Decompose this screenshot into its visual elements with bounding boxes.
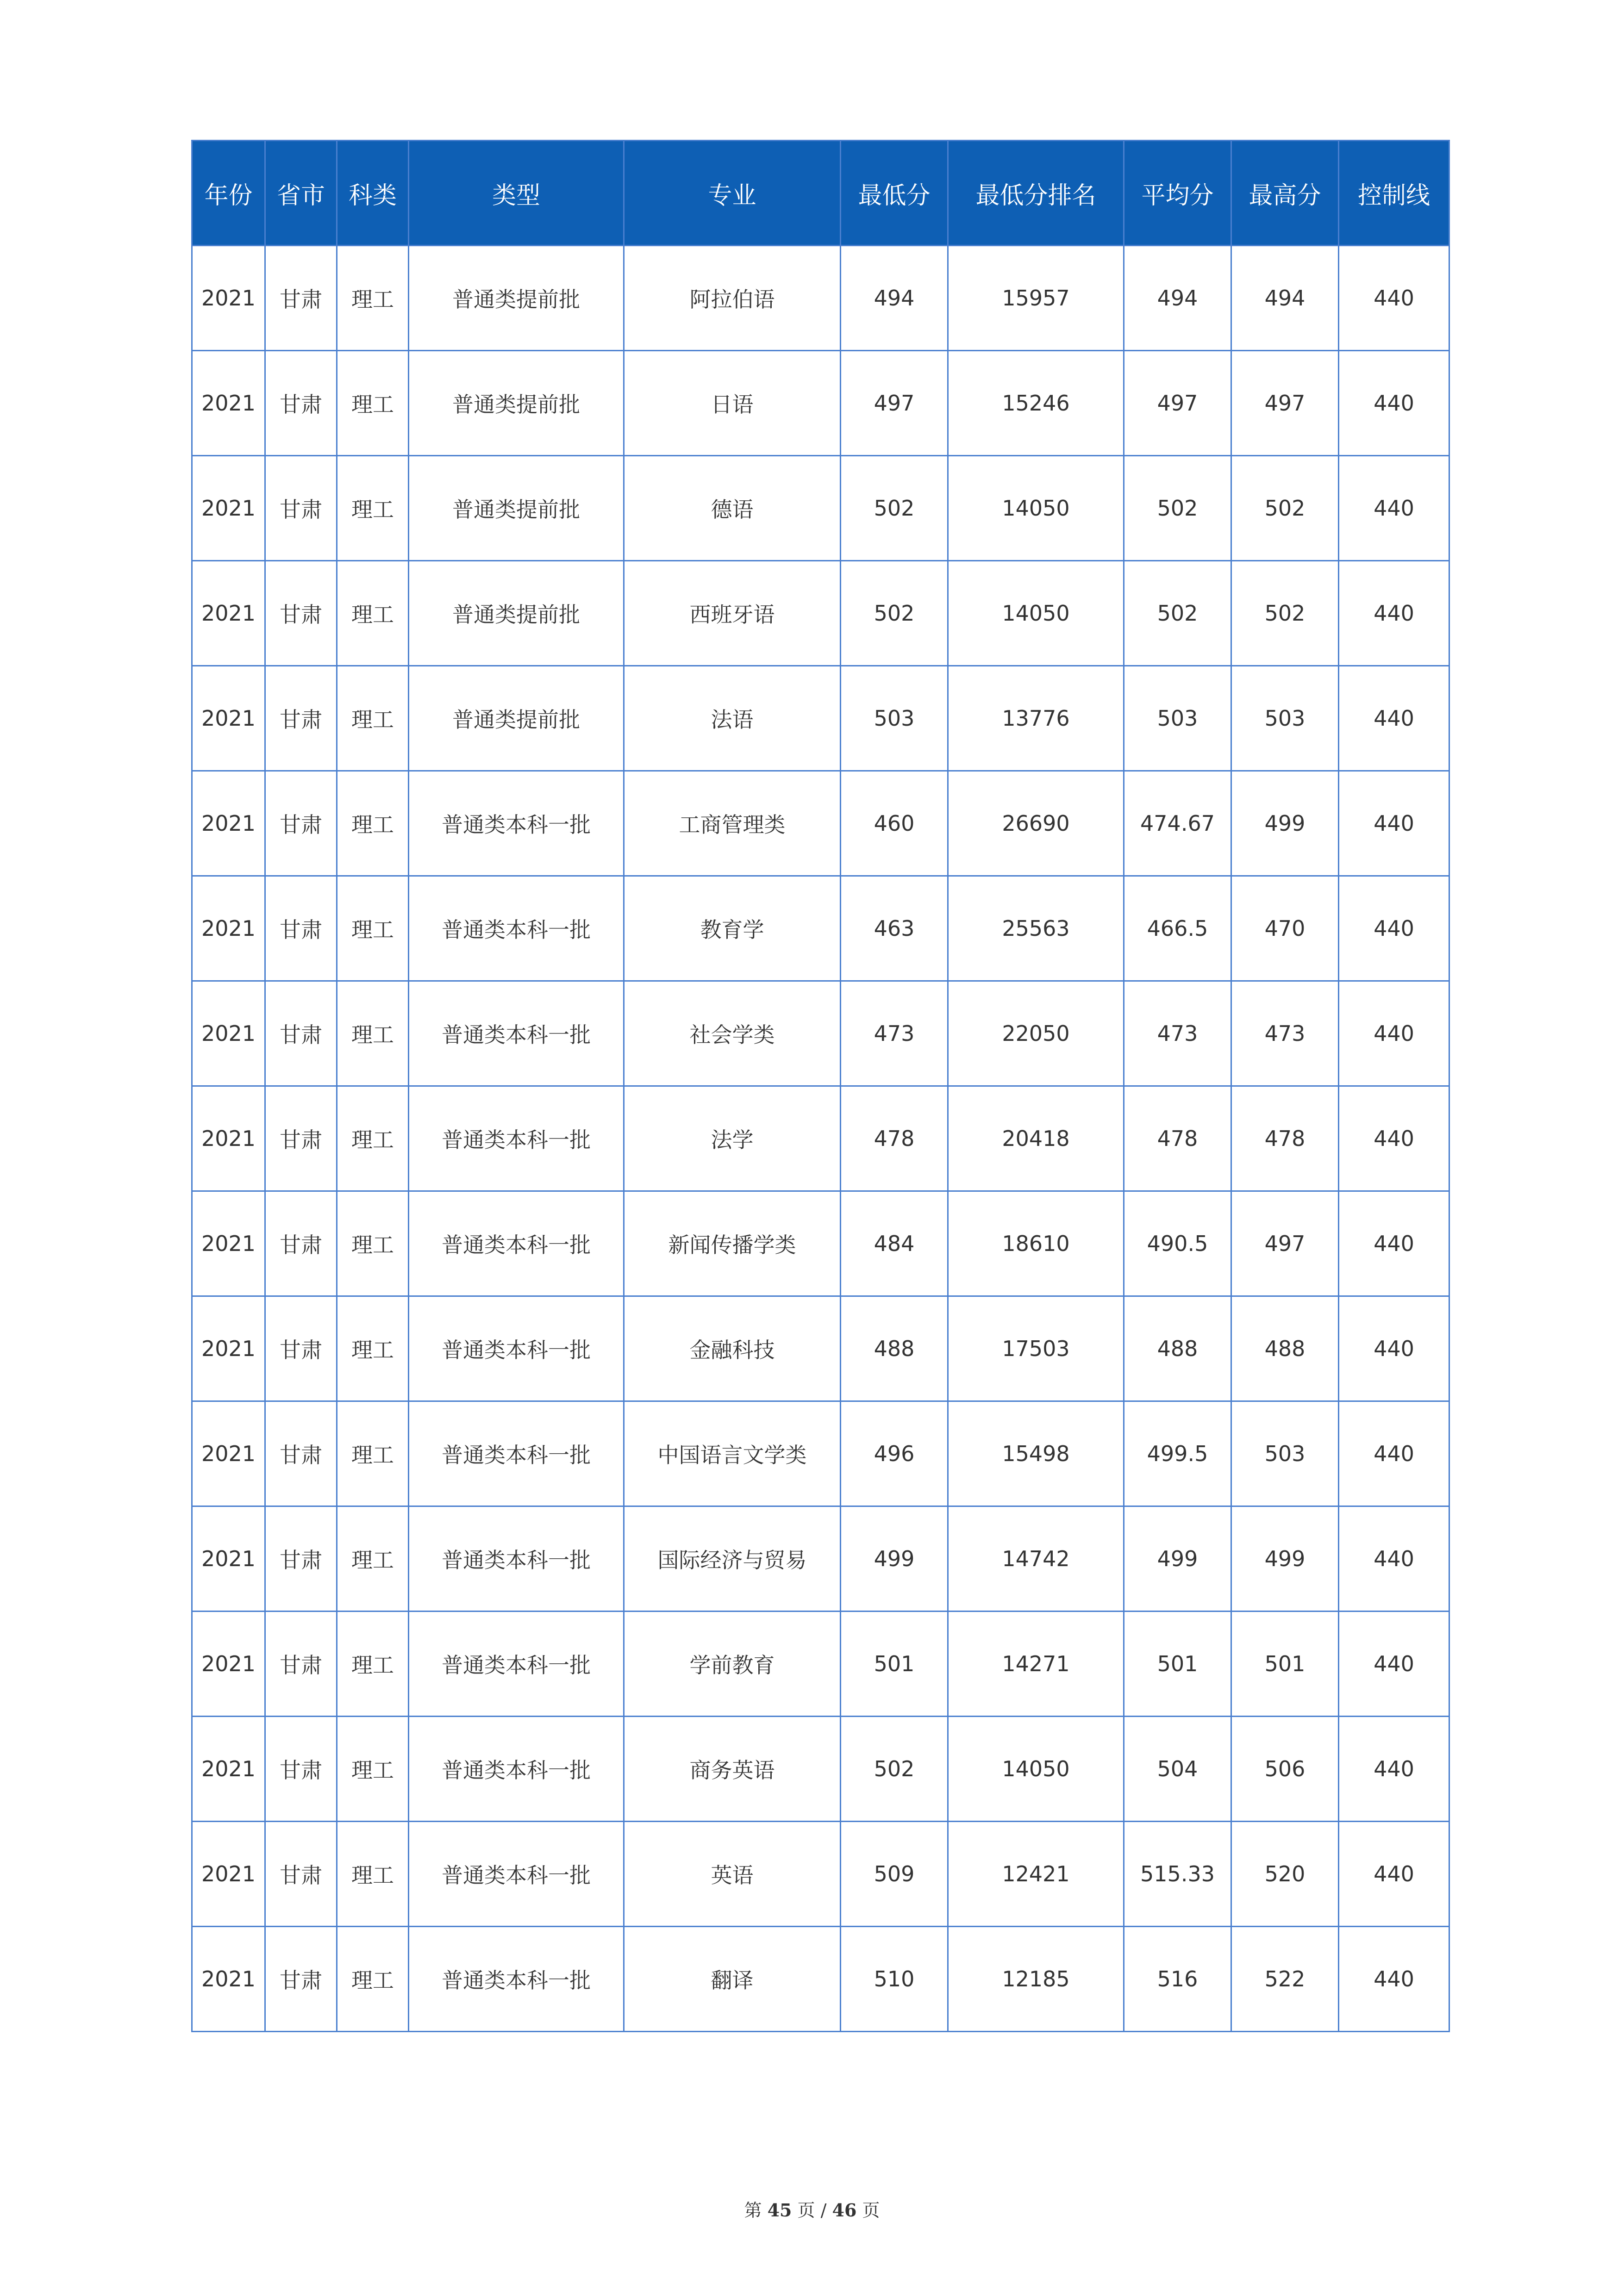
cell-control-line: 440 bbox=[1339, 771, 1449, 876]
table-row bbox=[192, 456, 1449, 561]
cell-min-score: 510 bbox=[841, 1927, 948, 2032]
cell-max-score: 497 bbox=[1231, 351, 1339, 456]
cell-avg-score: 502 bbox=[1124, 456, 1231, 561]
cell-avg-score: 497 bbox=[1124, 351, 1231, 456]
cell-min-score-rank: 12185 bbox=[948, 1927, 1124, 2032]
header-min-score-rank: 最低分排名 bbox=[948, 141, 1124, 246]
cell-year: 2021 bbox=[192, 771, 265, 876]
cell-province: 甘肃 bbox=[265, 771, 337, 876]
cell-min-score-rank: 15498 bbox=[948, 1401, 1124, 1506]
cell-min-score-rank: 14050 bbox=[948, 1717, 1124, 1822]
cell-min-score: 502 bbox=[841, 456, 948, 561]
cell-province: 甘肃 bbox=[265, 456, 337, 561]
cell-batch-type: 普通类本科一批 bbox=[409, 1612, 624, 1717]
cell-min-score-rank: 25563 bbox=[948, 876, 1124, 981]
table-row bbox=[192, 666, 1449, 771]
cell-subject-category: 理工 bbox=[337, 1401, 409, 1506]
cell-min-score-rank: 14050 bbox=[948, 561, 1124, 666]
cell-subject-category: 理工 bbox=[337, 876, 409, 981]
cell-max-score: 501 bbox=[1231, 1612, 1339, 1717]
header-major: 专业 bbox=[624, 141, 841, 246]
cell-year: 2021 bbox=[192, 1086, 265, 1191]
cell-province: 甘肃 bbox=[265, 1717, 337, 1822]
cell-min-score: 503 bbox=[841, 666, 948, 771]
cell-subject-category: 理工 bbox=[337, 1927, 409, 2032]
cell-control-line: 440 bbox=[1339, 1401, 1449, 1506]
cell-year: 2021 bbox=[192, 246, 265, 351]
cell-min-score: 497 bbox=[841, 351, 948, 456]
cell-avg-score: 504 bbox=[1124, 1717, 1231, 1822]
cell-control-line: 440 bbox=[1339, 876, 1449, 981]
cell-year: 2021 bbox=[192, 456, 265, 561]
cell-max-score: 502 bbox=[1231, 456, 1339, 561]
cell-avg-score: 499 bbox=[1124, 1506, 1231, 1612]
cell-province: 甘肃 bbox=[265, 1822, 337, 1927]
cell-min-score: 496 bbox=[841, 1401, 948, 1506]
cell-major: 德语 bbox=[624, 456, 841, 561]
cell-major: 中国语言文学类 bbox=[624, 1401, 841, 1506]
table-header-row bbox=[192, 141, 1449, 246]
cell-max-score: 478 bbox=[1231, 1086, 1339, 1191]
cell-province: 甘肃 bbox=[265, 876, 337, 981]
cell-min-score-rank: 12421 bbox=[948, 1822, 1124, 1927]
cell-province: 甘肃 bbox=[265, 246, 337, 351]
cell-control-line: 440 bbox=[1339, 1506, 1449, 1612]
admission-score-table bbox=[191, 140, 1450, 2032]
cell-major: 法学 bbox=[624, 1086, 841, 1191]
cell-avg-score: 473 bbox=[1124, 981, 1231, 1086]
table-row bbox=[192, 561, 1449, 666]
cell-major: 学前教育 bbox=[624, 1612, 841, 1717]
cell-control-line: 440 bbox=[1339, 246, 1449, 351]
cell-max-score: 520 bbox=[1231, 1822, 1339, 1927]
table-row bbox=[192, 1506, 1449, 1612]
cell-subject-category: 理工 bbox=[337, 351, 409, 456]
cell-batch-type: 普通类提前批 bbox=[409, 561, 624, 666]
cell-year: 2021 bbox=[192, 1717, 265, 1822]
header-avg-score: 平均分 bbox=[1124, 141, 1231, 246]
cell-major: 日语 bbox=[624, 351, 841, 456]
cell-batch-type: 普通类本科一批 bbox=[409, 876, 624, 981]
footer-total-pages: 46 bbox=[832, 2200, 857, 2221]
cell-province: 甘肃 bbox=[265, 1401, 337, 1506]
footer-middle: 页 / bbox=[797, 2200, 827, 2221]
cell-major: 工商管理类 bbox=[624, 771, 841, 876]
cell-max-score: 470 bbox=[1231, 876, 1339, 981]
cell-avg-score: 501 bbox=[1124, 1612, 1231, 1717]
cell-min-score: 502 bbox=[841, 561, 948, 666]
cell-control-line: 440 bbox=[1339, 561, 1449, 666]
cell-max-score: 503 bbox=[1231, 666, 1339, 771]
table-row bbox=[192, 1086, 1449, 1191]
table-row bbox=[192, 876, 1449, 981]
cell-year: 2021 bbox=[192, 1612, 265, 1717]
cell-subject-category: 理工 bbox=[337, 1717, 409, 1822]
cell-min-score-rank: 18610 bbox=[948, 1191, 1124, 1296]
cell-province: 甘肃 bbox=[265, 1506, 337, 1612]
cell-min-score-rank: 22050 bbox=[948, 981, 1124, 1086]
cell-major: 教育学 bbox=[624, 876, 841, 981]
header-batch-type: 类型 bbox=[409, 141, 624, 246]
cell-min-score: 499 bbox=[841, 1506, 948, 1612]
cell-min-score: 502 bbox=[841, 1717, 948, 1822]
cell-batch-type: 普通类本科一批 bbox=[409, 1506, 624, 1612]
cell-min-score: 488 bbox=[841, 1296, 948, 1401]
cell-avg-score: 516 bbox=[1124, 1927, 1231, 2032]
cell-control-line: 440 bbox=[1339, 1612, 1449, 1717]
cell-max-score: 503 bbox=[1231, 1401, 1339, 1506]
cell-major: 翻译 bbox=[624, 1927, 841, 2032]
cell-min-score: 473 bbox=[841, 981, 948, 1086]
cell-year: 2021 bbox=[192, 561, 265, 666]
cell-min-score-rank: 14271 bbox=[948, 1612, 1124, 1717]
cell-batch-type: 普通类本科一批 bbox=[409, 1401, 624, 1506]
cell-batch-type: 普通类本科一批 bbox=[409, 771, 624, 876]
cell-avg-score: 515.33 bbox=[1124, 1822, 1231, 1927]
cell-subject-category: 理工 bbox=[337, 1822, 409, 1927]
cell-year: 2021 bbox=[192, 1401, 265, 1506]
cell-batch-type: 普通类本科一批 bbox=[409, 1927, 624, 2032]
cell-batch-type: 普通类提前批 bbox=[409, 351, 624, 456]
cell-max-score: 522 bbox=[1231, 1927, 1339, 2032]
cell-major: 新闻传播学类 bbox=[624, 1191, 841, 1296]
cell-max-score: 502 bbox=[1231, 561, 1339, 666]
cell-control-line: 440 bbox=[1339, 1191, 1449, 1296]
header-year: 年份 bbox=[192, 141, 265, 246]
cell-avg-score: 478 bbox=[1124, 1086, 1231, 1191]
cell-major: 法语 bbox=[624, 666, 841, 771]
cell-min-score: 509 bbox=[841, 1822, 948, 1927]
cell-batch-type: 普通类本科一批 bbox=[409, 1191, 624, 1296]
cell-max-score: 506 bbox=[1231, 1717, 1339, 1822]
cell-province: 甘肃 bbox=[265, 1296, 337, 1401]
cell-batch-type: 普通类本科一批 bbox=[409, 1717, 624, 1822]
cell-control-line: 440 bbox=[1339, 1296, 1449, 1401]
cell-major: 社会学类 bbox=[624, 981, 841, 1086]
cell-batch-type: 普通类提前批 bbox=[409, 246, 624, 351]
cell-max-score: 499 bbox=[1231, 1506, 1339, 1612]
cell-avg-score: 474.67 bbox=[1124, 771, 1231, 876]
cell-min-score: 494 bbox=[841, 246, 948, 351]
cell-province: 甘肃 bbox=[265, 561, 337, 666]
cell-batch-type: 普通类提前批 bbox=[409, 456, 624, 561]
cell-max-score: 497 bbox=[1231, 1191, 1339, 1296]
cell-subject-category: 理工 bbox=[337, 1506, 409, 1612]
table-row bbox=[192, 1927, 1449, 2032]
cell-major: 英语 bbox=[624, 1822, 841, 1927]
cell-province: 甘肃 bbox=[265, 351, 337, 456]
cell-year: 2021 bbox=[192, 1822, 265, 1927]
header-province: 省市 bbox=[265, 141, 337, 246]
cell-avg-score: 494 bbox=[1124, 246, 1231, 351]
cell-province: 甘肃 bbox=[265, 666, 337, 771]
cell-subject-category: 理工 bbox=[337, 246, 409, 351]
cell-province: 甘肃 bbox=[265, 1612, 337, 1717]
table-row bbox=[192, 1612, 1449, 1717]
cell-major: 西班牙语 bbox=[624, 561, 841, 666]
cell-subject-category: 理工 bbox=[337, 1296, 409, 1401]
cell-year: 2021 bbox=[192, 981, 265, 1086]
header-subject-category: 科类 bbox=[337, 141, 409, 246]
cell-control-line: 440 bbox=[1339, 456, 1449, 561]
header-max-score: 最高分 bbox=[1231, 141, 1339, 246]
cell-major: 商务英语 bbox=[624, 1717, 841, 1822]
cell-year: 2021 bbox=[192, 1191, 265, 1296]
cell-min-score: 463 bbox=[841, 876, 948, 981]
cell-min-score: 478 bbox=[841, 1086, 948, 1191]
cell-batch-type: 普通类本科一批 bbox=[409, 1822, 624, 1927]
table-row bbox=[192, 1822, 1449, 1927]
cell-min-score: 501 bbox=[841, 1612, 948, 1717]
cell-year: 2021 bbox=[192, 1927, 265, 2032]
cell-min-score-rank: 15246 bbox=[948, 351, 1124, 456]
cell-control-line: 440 bbox=[1339, 1086, 1449, 1191]
cell-subject-category: 理工 bbox=[337, 1086, 409, 1191]
table-row bbox=[192, 981, 1449, 1086]
cell-province: 甘肃 bbox=[265, 981, 337, 1086]
cell-batch-type: 普通类本科一批 bbox=[409, 1086, 624, 1191]
cell-control-line: 440 bbox=[1339, 666, 1449, 771]
cell-avg-score: 499.5 bbox=[1124, 1401, 1231, 1506]
header-min-score: 最低分 bbox=[841, 141, 948, 246]
cell-province: 甘肃 bbox=[265, 1191, 337, 1296]
cell-max-score: 473 bbox=[1231, 981, 1339, 1086]
cell-max-score: 494 bbox=[1231, 246, 1339, 351]
cell-min-score-rank: 15957 bbox=[948, 246, 1124, 351]
cell-control-line: 440 bbox=[1339, 1717, 1449, 1822]
cell-avg-score: 466.5 bbox=[1124, 876, 1231, 981]
cell-year: 2021 bbox=[192, 1296, 265, 1401]
cell-max-score: 488 bbox=[1231, 1296, 1339, 1401]
cell-year: 2021 bbox=[192, 351, 265, 456]
table-row bbox=[192, 771, 1449, 876]
cell-year: 2021 bbox=[192, 666, 265, 771]
cell-province: 甘肃 bbox=[265, 1927, 337, 2032]
cell-control-line: 440 bbox=[1339, 351, 1449, 456]
cell-subject-category: 理工 bbox=[337, 1191, 409, 1296]
cell-major: 国际经济与贸易 bbox=[624, 1506, 841, 1612]
table-row bbox=[192, 246, 1449, 351]
cell-min-score-rank: 26690 bbox=[948, 771, 1124, 876]
cell-year: 2021 bbox=[192, 876, 265, 981]
cell-avg-score: 502 bbox=[1124, 561, 1231, 666]
cell-min-score: 484 bbox=[841, 1191, 948, 1296]
footer-prefix: 第 bbox=[744, 2200, 762, 2221]
cell-max-score: 499 bbox=[1231, 771, 1339, 876]
page-footer bbox=[0, 2196, 1624, 2221]
cell-control-line: 440 bbox=[1339, 1927, 1449, 2032]
cell-avg-score: 488 bbox=[1124, 1296, 1231, 1401]
cell-batch-type: 普通类本科一批 bbox=[409, 1296, 624, 1401]
table-row bbox=[192, 1191, 1449, 1296]
cell-subject-category: 理工 bbox=[337, 456, 409, 561]
cell-subject-category: 理工 bbox=[337, 666, 409, 771]
cell-min-score-rank: 17503 bbox=[948, 1296, 1124, 1401]
cell-year: 2021 bbox=[192, 1506, 265, 1612]
cell-batch-type: 普通类本科一批 bbox=[409, 981, 624, 1086]
cell-avg-score: 503 bbox=[1124, 666, 1231, 771]
footer-suffix: 页 bbox=[862, 2200, 880, 2221]
cell-min-score-rank: 13776 bbox=[948, 666, 1124, 771]
cell-batch-type: 普通类提前批 bbox=[409, 666, 624, 771]
header-control-line: 控制线 bbox=[1339, 141, 1449, 246]
cell-subject-category: 理工 bbox=[337, 771, 409, 876]
table-body bbox=[192, 246, 1449, 2032]
cell-subject-category: 理工 bbox=[337, 1612, 409, 1717]
table-row bbox=[192, 1401, 1449, 1506]
cell-subject-category: 理工 bbox=[337, 561, 409, 666]
footer-current-page: 45 bbox=[767, 2200, 792, 2221]
cell-min-score-rank: 20418 bbox=[948, 1086, 1124, 1191]
cell-province: 甘肃 bbox=[265, 1086, 337, 1191]
cell-subject-category: 理工 bbox=[337, 981, 409, 1086]
table-row bbox=[192, 1717, 1449, 1822]
cell-min-score: 460 bbox=[841, 771, 948, 876]
cell-avg-score: 490.5 bbox=[1124, 1191, 1231, 1296]
cell-control-line: 440 bbox=[1339, 981, 1449, 1086]
cell-major: 金融科技 bbox=[624, 1296, 841, 1401]
cell-control-line: 440 bbox=[1339, 1822, 1449, 1927]
table-row bbox=[192, 351, 1449, 456]
table-row bbox=[192, 1296, 1449, 1401]
cell-min-score-rank: 14742 bbox=[948, 1506, 1124, 1612]
cell-min-score-rank: 14050 bbox=[948, 456, 1124, 561]
cell-major: 阿拉伯语 bbox=[624, 246, 841, 351]
